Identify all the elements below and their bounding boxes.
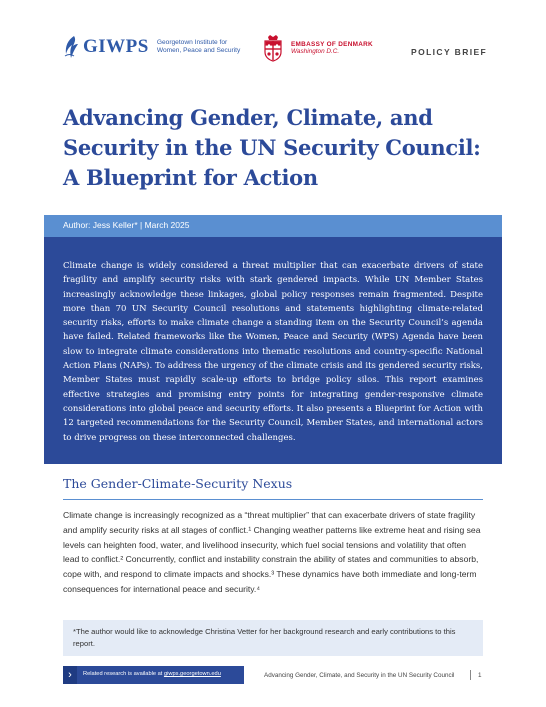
related-research-badge[interactable] xyxy=(63,666,244,684)
footer-running-title: Advancing Gender, Climate, and Security in the UN Security Council xyxy=(264,672,455,679)
giwps-subtitle: Georgetown Institute for Women, Peace and Security xyxy=(156,39,241,54)
acknowledgement-text: *The author would like to acknowledge Christina Vetter for her background research and early contributions to this report. xyxy=(73,627,456,648)
document-type-label: POLICY BRIEF xyxy=(411,47,488,57)
page-header xyxy=(0,0,546,90)
embassy-logo[interactable] xyxy=(263,34,373,62)
section-body: Climate change is increasingly recognized as a “threat multiplier” that can exacerbate drivers of state fragility and amplify security risks at all stages of conflict.¹ Changing weather patterns like extreme heat and rising sea levels can heighten food, water, and livelihood insecurity, which fuel social tensions and volatility that often lead to conflict.² Concurrently, conflict and instability constrain the ability of states and communities to absorb, cope with, and respond to climate impacts and shocks.³ These dynamics have both immediate and long-term consequences for international peace and security.⁴ xyxy=(63,510,481,594)
related-research-prefix: Related research is available at xyxy=(83,671,164,677)
related-research-link[interactable]: giwps.georgetown.edu xyxy=(163,671,221,677)
footer-divider xyxy=(470,670,471,680)
dove-icon xyxy=(62,34,80,60)
giwps-wordmark: GIWPS xyxy=(83,36,149,57)
section-divider xyxy=(63,499,483,500)
page-number: 1 xyxy=(478,672,482,679)
summary-text: Climate change is widely considered a threat multiplier that can exacerbate drivers of state fragility and amplify security risks with stark gendered impacts. While UN Member States increasingly acknowledge these linkages, global policy responses remain fragmented. Despite more than 70 UN Security Council resolutions and statements highlighting climate-related security risks, efforts to make climate change a standing item on the Security Council’s agenda have failed. Related frameworks like the Women, Peace and Security (WPS) Agenda have been slow to integrate climate considerations into thematic resolutions and country-specific National Action Plans (NAPs). To address the urgency of the climate crisis and its gendered security risks, Member States must rapidly scale-up efforts to bridge policy silos. This report examines effective strategies and promising entry points for integrating gender-responsive climate considerations into global peace and security efforts. It also presents a Blueprint for Action with 12 targeted recommendations for the Security Council, Member States, and international actors to drive progress on these interconnected challenges. xyxy=(63,261,483,443)
embassy-city: Washington D.C. xyxy=(291,48,340,55)
page-title: Advancing Gender, Climate, and Security in the UN Security Council: A Blueprint for Action xyxy=(63,105,481,190)
author-line: Author: Jess Keller* | March 2025 xyxy=(63,220,190,230)
section-heading: The Gender-Climate-Security Nexus xyxy=(63,476,293,491)
giwps-logo[interactable] xyxy=(62,34,249,60)
danish-crest-icon xyxy=(263,34,283,62)
embassy-text xyxy=(291,41,373,55)
related-research-text xyxy=(83,671,221,677)
embassy-name: EMBASSY OF DENMARK xyxy=(291,41,373,48)
chevron-right-icon: › xyxy=(63,666,77,684)
